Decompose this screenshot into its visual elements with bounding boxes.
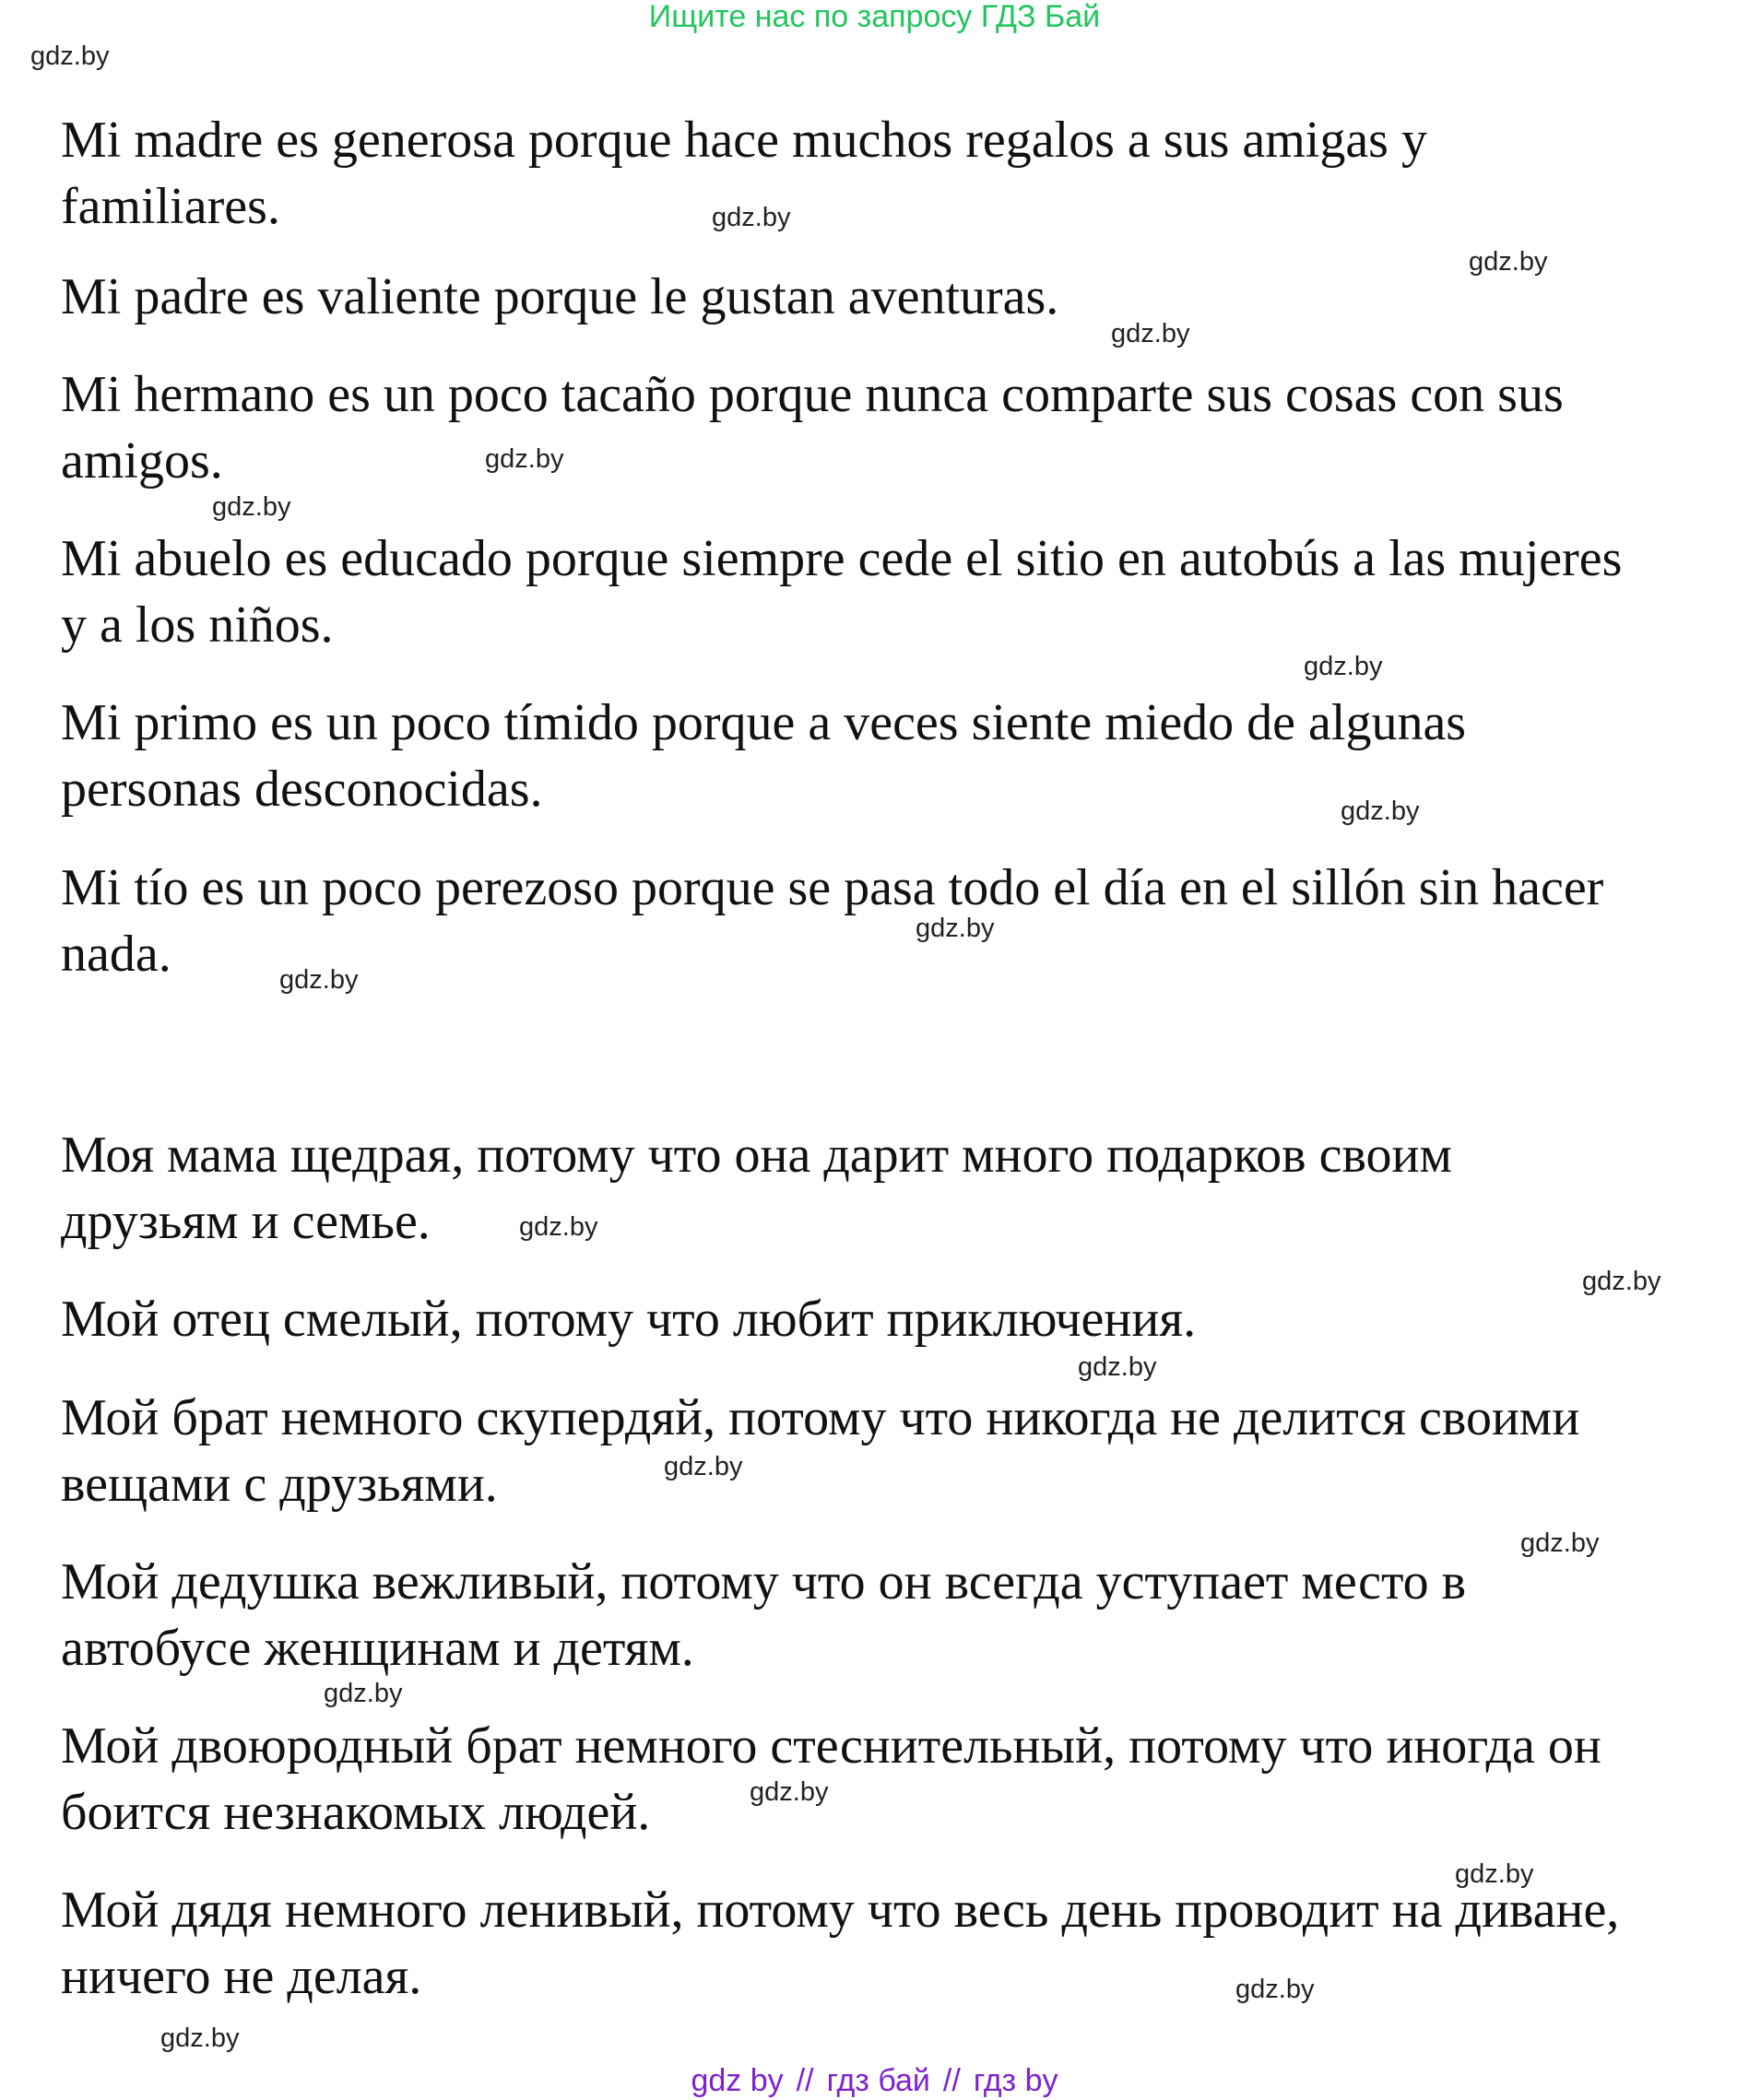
spanish-paragraph-5 — [61, 690, 1466, 822]
watermark: gdz.by — [212, 492, 291, 522]
text-line: personas desconocidas. — [61, 761, 543, 818]
watermark: gdz.by — [485, 444, 564, 474]
text-line: боится незнакомых людей. — [61, 1784, 651, 1841]
text-line: Мой отец смелый, потому что любит приключения. — [61, 1291, 1197, 1348]
russian-paragraph-4 — [61, 1549, 1466, 1681]
watermark: gdz.by — [1078, 1352, 1157, 1382]
text-line: Mi padre es valiente porque le gustan aventuras. — [61, 268, 1059, 325]
russian-paragraph-6 — [61, 1877, 1619, 2010]
watermark: gdz.by — [1111, 319, 1190, 348]
spanish-paragraph-4 — [61, 525, 1622, 658]
text-line: Моя мама щедрая, потому что она дарит много подарков своим — [61, 1127, 1452, 1184]
text-line: Мой дедушка вежливый, потому что он всегда уступает место в — [61, 1553, 1467, 1610]
footer-link-gdz-by-ru[interactable]: гдз by — [973, 2063, 1058, 2098]
text-line: Mi abuelo es educado porque siempre cede el sitio en autobús a las mujeres — [61, 530, 1623, 587]
watermark: gdz.by — [916, 914, 995, 943]
footer-links — [0, 2063, 1749, 2098]
russian-paragraph-2 — [61, 1286, 1196, 1352]
watermark: gdz.by — [519, 1212, 598, 1242]
russian-paragraph-3 — [61, 1385, 1579, 1517]
text-line: вещами с друзьями. — [61, 1456, 498, 1513]
text-line: familiares. — [61, 178, 280, 235]
text-line: Mi madre es generosa porque hace muchos regalos a sus amigas y — [61, 112, 1427, 169]
russian-paragraph-5 — [61, 1713, 1601, 1846]
watermark: gdz.by — [750, 1777, 829, 1807]
text-line: nada. — [61, 926, 171, 983]
watermark: gdz.by — [1520, 1528, 1600, 1558]
watermark: gdz.by — [1469, 247, 1548, 277]
text-line: amigos. — [61, 432, 223, 490]
watermark: gdz.by — [712, 203, 791, 232]
text-line: Mi hermano es un poco tacaño porque nunca comparte sus cosas con sus — [61, 366, 1564, 423]
top-banner[interactable]: Ищите нас по запросу ГДЗ Бай — [648, 0, 1101, 34]
watermark: gdz.by — [1304, 652, 1383, 681]
text-line: Mi primo es un poco tímido porque a veces siente miedo de algunas — [61, 694, 1467, 751]
watermark: gdz.by — [1455, 1859, 1534, 1889]
spanish-paragraph-2 — [61, 264, 1058, 330]
watermark: gdz.by — [160, 2023, 240, 2053]
watermark: gdz.by — [1582, 1267, 1661, 1296]
russian-paragraph-1 — [61, 1122, 1452, 1255]
footer-separator: // — [942, 2063, 961, 2098]
text-line: y a los niños. — [61, 596, 334, 654]
text-line: Мой дядя немного ленивый, потому что весь день проводит на диване, — [61, 1882, 1620, 1939]
footer-link-gdz-bai[interactable]: гдз бай — [826, 2063, 930, 2098]
watermark: gdz.by — [1341, 796, 1420, 826]
footer-separator: // — [796, 2063, 814, 2098]
footer-link-gdz-by[interactable]: gdz by — [691, 2063, 784, 2098]
text-line: Mi tío es un poco perezoso porque se pasa todo el día en el sillón sin hacer — [61, 859, 1604, 916]
watermark: gdz.by — [30, 41, 110, 71]
spanish-paragraph-3 — [61, 361, 1564, 494]
watermark: gdz.by — [279, 965, 359, 995]
text-line: Мой брат немного скупердяй, потому что никогда не делится своими — [61, 1389, 1580, 1446]
watermark: gdz.by — [1235, 1975, 1315, 2004]
text-line: автобусе женщинам и детям. — [61, 1620, 694, 1677]
text-line: Мой двоюродный брат немного стеснительный, потому что иногда он — [61, 1717, 1601, 1775]
text-line: друзьям и семье. — [61, 1193, 431, 1250]
watermark: gdz.by — [324, 1679, 403, 1708]
text-line: ничего не делая. — [61, 1948, 422, 2005]
watermark: gdz.by — [664, 1452, 743, 1481]
